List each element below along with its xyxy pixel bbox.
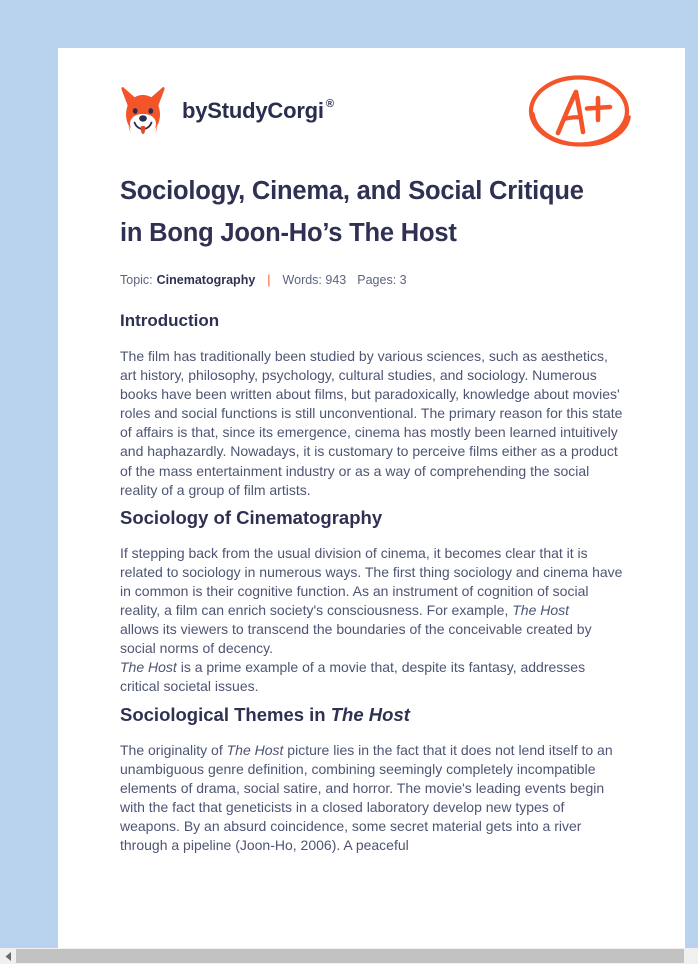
section-heading-sociology-of-cinematography: Sociology of Cinematography — [120, 506, 383, 528]
paragraph-sociological-themes — [120, 741, 627, 856]
scroll-left-button[interactable] — [0, 948, 16, 964]
triangle-left-icon — [5, 952, 12, 961]
essay-article — [58, 152, 685, 855]
meta-word-count: Words: 943 — [282, 273, 347, 287]
horizontal-scrollbar[interactable] — [0, 948, 698, 964]
meta-separator: | — [267, 273, 271, 287]
brand-name: StudyCorgi — [207, 98, 324, 123]
para2-text-c: is a prime example of a movie that, despite its fantasy, addresses critical societal issues. — [120, 659, 586, 695]
para3-text-b: picture lies in the fact that it does not lend itself to an unambiguous genre definition, combining seemingly completely incompatible elements of drama, social satire, and horror. The movie's leading events begin with the fact that geneticists in a closed laboratory develop new types of weapons. By an absurd coincidence, some secret material gets into a river through a pipeline (Joon-Ho, 2006). A peaceful — [120, 741, 613, 853]
meta-topic-label: Topic: — [120, 273, 153, 287]
para2-text-b: allows its viewers to transcend the boundaries of the conceivable created by social norms of decency. — [120, 621, 592, 657]
film-title-the-host: The Host — [120, 659, 177, 676]
a-plus-circled-icon — [525, 71, 633, 151]
site-header — [58, 48, 685, 152]
section-heading-introduction: Introduction — [120, 311, 220, 330]
section-heading-sociological-themes — [120, 703, 627, 727]
film-title-the-host: The Host — [226, 741, 284, 758]
corgi-face-icon — [120, 85, 166, 137]
page-title: Sociology, Cinema, and Social Critique in Bong Joon-Ho’s The Host — [120, 177, 584, 247]
brand-logo-group[interactable] — [120, 85, 334, 137]
essay-meta-row — [120, 273, 627, 287]
meta-topic-value[interactable]: Cinematography — [156, 273, 256, 287]
scrollbar-thumb[interactable] — [16, 949, 684, 963]
registered-trademark-icon: ® — [325, 98, 334, 110]
film-title-the-host: The Host — [330, 703, 410, 725]
film-title-the-host: The Host — [512, 602, 570, 619]
para2-text-a: If stepping back from the usual division of cinema, it becomes clear that it is related to sociology in numerous ways. The first thing sociology and cinema have in common is their cognitive function. As an instrument of cognition of social reality, a film can enrich society's consciousness. For example, — [120, 544, 623, 619]
brand-prefix: by — [182, 98, 208, 123]
scrollbar-track[interactable] — [16, 948, 698, 964]
paragraph-introduction: The film has traditionally been studied by various sciences, such as aesthetics, art history, philosophy, psychology, cultural studies, and sociology. Numerous books have been written about films, but paradoxically, knowledge about movies' roles and social functions is still unconventional. The primary reason for this state of affairs is that, since its emergence, cinema has mostly been learned intuitively and haphazardly. Nowadays, it is customary to perceive films either as a product of the mass entertainment industry or as a way of comprehending the social reality of a group of film artists. — [120, 348, 623, 498]
section-heading-text: Sociological Themes in — [120, 703, 331, 725]
meta-page-count: Pages: 3 — [357, 273, 407, 287]
document-sheet — [58, 48, 685, 956]
para3-text-a: The originality of — [120, 741, 227, 758]
brand-wordmark — [182, 98, 334, 124]
paragraph-sociology-of-cinematography — [120, 544, 627, 697]
